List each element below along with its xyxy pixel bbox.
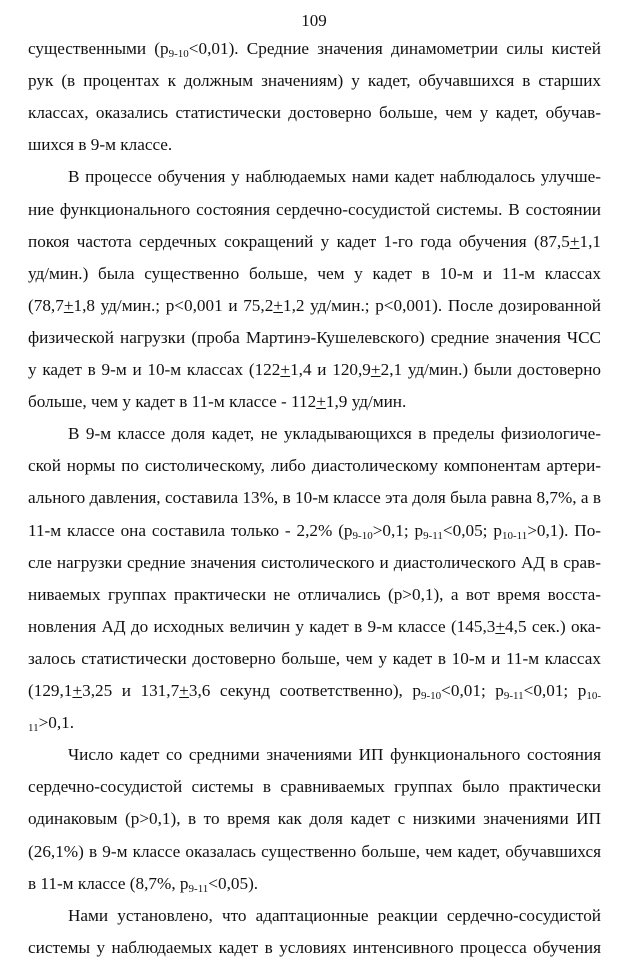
paragraph-first-line: Нами установлено, что адаптационные реакции сердечно-сосудистой [68,905,601,925]
text-line: уд/мин.) была существенно больше, чем у кадет в 10-м и 11-м классах [28,263,601,283]
text-line: классах, оказались статистически достоверно больше, чем у кадет, обучав- [28,103,601,123]
text-line: покоя частота сердечных сокращений у кадет 1-го года обучения (87,5+1,1 [28,231,601,251]
text-line: ской нормы по систолическому, либо диастолическому компонентам артери- [28,456,601,476]
text-line: ниваемых группах практически не отличались (p>0,1), а вот время восста- [28,584,601,604]
text-line: 11-м классе она составила только - 2,2% ($p_{9-10}>0,1$; $p_{9-11}<0,05$; $p_{10-11}>0,1$). По- [28,520,602,542]
text-line: шихся в 9-м классе. [28,135,173,155]
text-line: системы у наблюдаемых кадет в условиях интенсивного процесса обучения [28,937,601,957]
text-line: сердечно-сосудистой системы в сравниваемых группах было практически [28,777,601,797]
text-line: физической нагрузки (проба Мартинэ-Кушелевского) средние значения ЧСС [28,327,601,347]
text-line: одинаковым (p>0,1), в то время как доля кадет с низкими значениями ИП [28,809,601,829]
paragraph-first-line: В 9-м классе доля кадет, не укладывающихся в пределы физиологиче- [68,424,601,444]
paragraph-first-line: Число кадет со средними значениями ИП функционального состояния [68,745,601,765]
text-line: у кадет в 9-м и 10-м классах (122+1,4 и 120,9+2,1 уд/мин.) были достоверно [28,360,601,379]
text-line: существенными $(p_{9-10}<0,01)$. Средние значения динамометрии силы кистей [28,39,601,60]
text-line: (129,1+3,25 и 131,7+3,6 секунд соответственно), $p_{9-10}<0,01$; $p_{9-11}<0,01$; $p_{10-}$ [28,681,602,702]
text-line: новления АД до исходных величин у кадет в 9-м классе (145,3+4,5 сек.) ока- [28,616,601,636]
text-line: ального давления, составила 13%, в 10-м классе эта доля была равна 8,7%, а в [28,488,601,508]
text-line: больше, чем у кадет в 11-м классе - 112+1,9 уд/мин. [28,392,407,412]
text-line: ние функционального состояния сердечно-сосудистой системы. В состоянии [28,199,601,219]
text-line: (26,1%) в 9-м классе оказалась существенно больше, чем кадет, обучавшихся [28,841,601,861]
paragraph-first-line: В процессе обучения у наблюдаемых нами кадет наблюдалось улучше- [68,167,601,187]
text-line: в 11-м классе (8,7%, $p_{9-11}<0,05$). [28,873,259,895]
text-line: залось статистически достоверно больше, чем у кадет в 10-м и 11-м классах [28,648,601,668]
text-line: сле нагрузки средние значения систолического и диастолического АД в срав- [28,552,601,572]
text-line: $_{11}$>0,1. [28,713,75,735]
text-line: (78,7+1,8 уд/мин.; p<0,001 и 75,2+1,2 уд/мин.; p<0,001). После дозированной [28,295,601,315]
page-number: 109 [301,11,327,30]
text-line: рук (в процентах к должным значениям) у кадет, обучавшихся в старших [28,71,601,91]
